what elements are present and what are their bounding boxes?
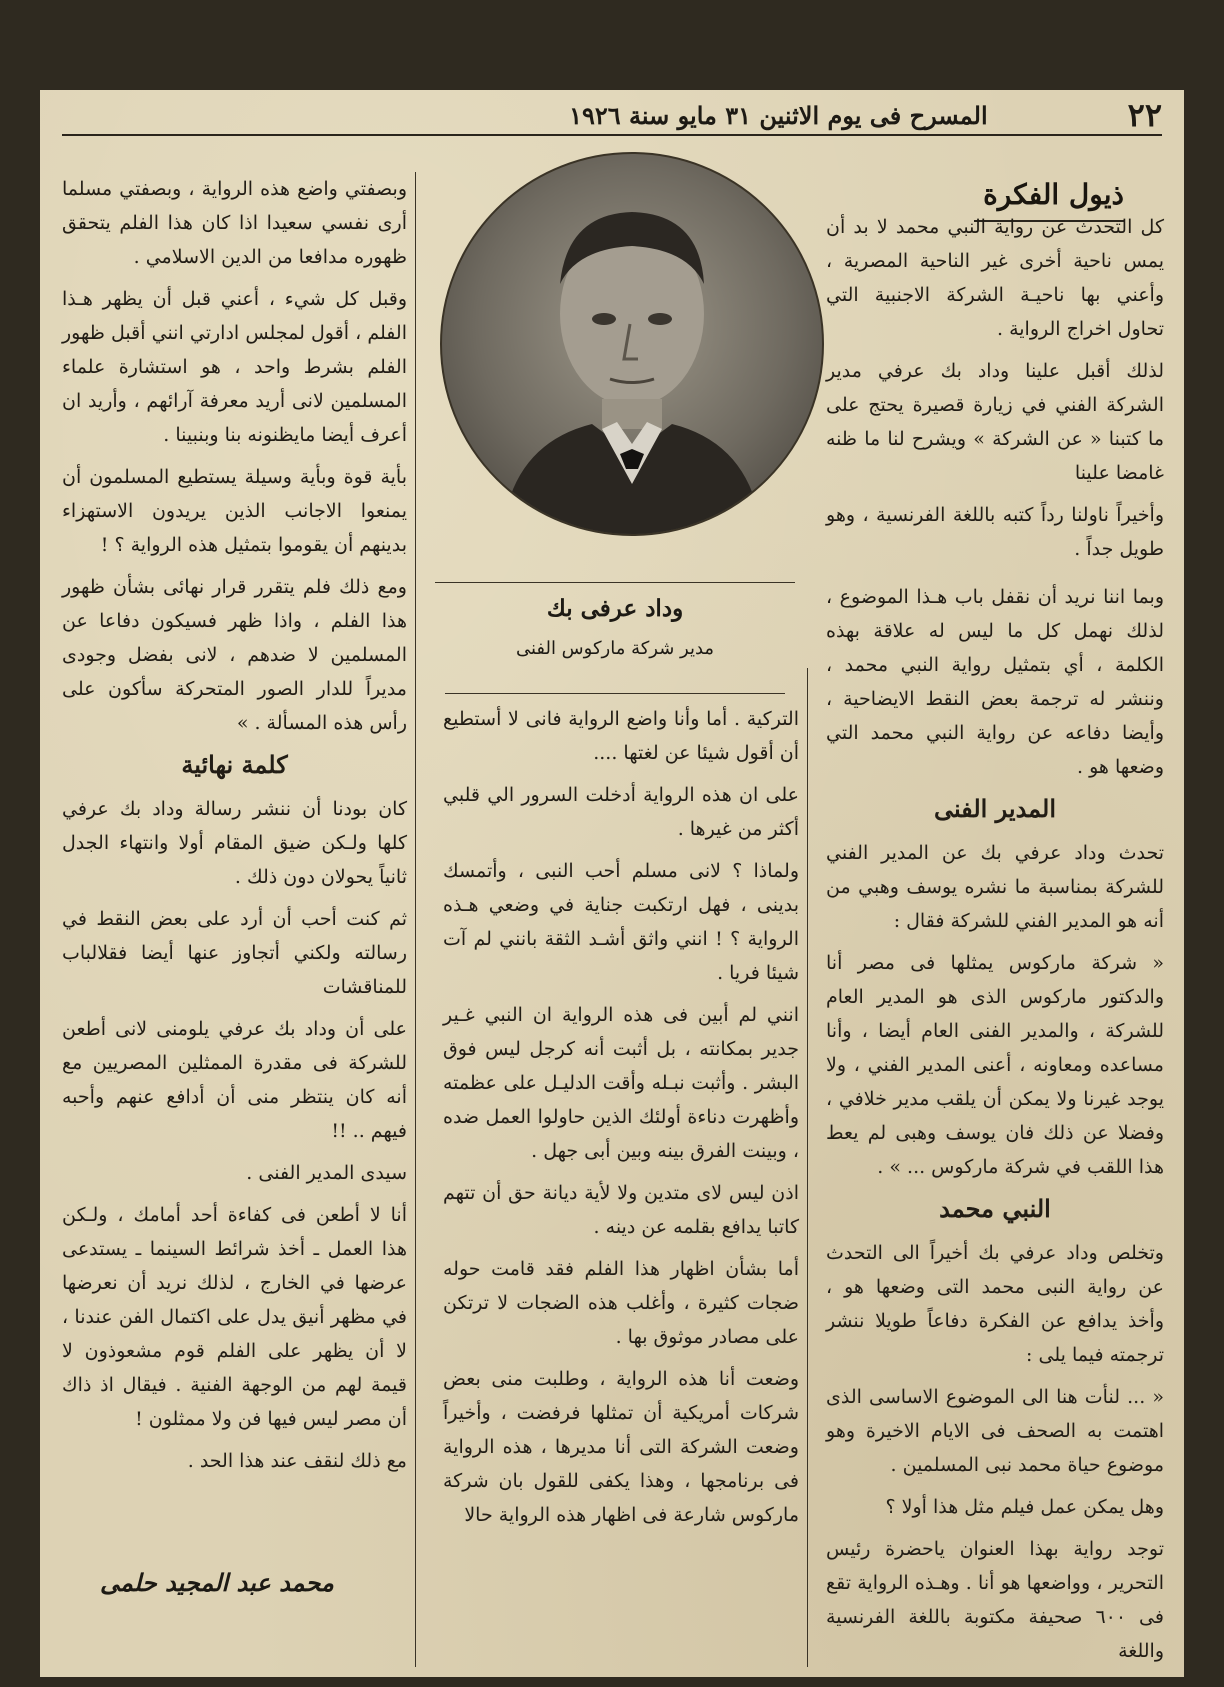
paragraph: على ان هذه الرواية أدخلت السرور الي قلبي أكثر من غيرها .	[443, 784, 799, 840]
paragraph: لذلك أقبل علينا وداد بك عرفي مدير الشركة الفني في زيارة قصيرة يحتج على ما كتبنا « عن الشركة » ويشرح لنا ما ظنه غامضا علينا	[826, 360, 1164, 484]
section-heading-right: ذيول الفكرة	[983, 178, 1124, 211]
paragraph: بأية قوة وبأية وسيلة يستطيع المسلمون أن يمنعوا الاجانب الذين يريدون الاستهزاء بدينهم أن يقوموا بتمثيل هذه الرواية ؟ !	[62, 466, 407, 556]
paragraph: توجد رواية بهذا العنوان ياحضرة رئيس التحرير ، وواضعها هو أنا . وهـذه الرواية تقع فى ٦٠٠ صحيفة مكتوبة باللغة الفرنسية واللغة	[826, 1538, 1164, 1662]
divider	[435, 582, 795, 583]
portrait-photo	[440, 152, 824, 536]
paragraph: على أن وداد بك عرفي يلومنى لانى أطعن للشركة فى مقدرة الممثلين المصريين مع أنه كان ينتظر منى أن أدافع عنهم وأحبه فيهم .. !!	[62, 1018, 407, 1142]
paragraph: اذن ليس لاى متدين ولا لأية ديانة حق أن تتهم كاتبا يدافع بقلمه عن دينه .	[443, 1182, 799, 1238]
paragraph: ثم كنت أحب أن أرد على بعض النقط في رسالته ولكني أتجاوز عنها أيضا فقلالباب للمناقشات	[62, 908, 407, 998]
left-column	[62, 172, 407, 1486]
header-title: المسرح فى يوم الاثنين ٣١ مايو سنة ١٩٢٦	[569, 100, 988, 130]
paragraph: انني لم أبين فى هذه الرواية ان النبي غـير جدير بمكانته ، بل أثبت أنه كرجل ليس فوق البشر . وأثبت نبـله وأقت الدليـل على عظمته وأظهرت دناءة أولئك الذين حاولوا العمل ضده ، وبينت الفرق بينه وبين أبى جهل .	[443, 1004, 799, 1162]
middle-column	[443, 702, 799, 1540]
paragraph: التركية . أما وأنا واضع الرواية فانى لا أستطيع أن أقول شيئا عن لغتها ....	[443, 708, 799, 764]
paragraph: تحدث وداد عرفي بك عن المدير الفني للشركة بمناسبة ما نشره يوسف وهبي من أنه هو المدير الفني للشركة فقال :	[826, 842, 1164, 932]
caption-role: مدير شركة ماركوس الفنى	[515, 638, 715, 659]
paragraph: وبصفتي واضع هذه الرواية ، وبصفتي مسلما أرى نفسي سعيدا اذا كان هذا الفلم يتحقق ظهوره مدافعا من الدين الاسلامي .	[62, 178, 407, 268]
paragraph: أما بشأن اظهار هذا الفلم فقد قامت حوله ضجات كثيرة ، وأغلب هذه الضجات لا ترتكن على مصادر موثوق بها .	[443, 1258, 799, 1348]
paragraph: كان بودنا أن ننشر رسالة وداد بك عرفي كلها ولـكن ضيق المقام أولا وانتهاء الجدل ثانياً يحولان دون ذلك .	[62, 798, 407, 888]
paragraph: أنا لا أطعن فى كفاءة أحد أمامك ، ولـكن هذا العمل ـ أخذ شرائط السينما ـ يستدعى عرضها في الخارج ، لذلك نريد أن نعرضها في مظهر أنيق يدل على اكتمال الفن عندنا ، لا أن يظهر على الفلم قوم مشعوذون لا قيمة لهم من الوجهة الفنية . فيقال اذ ذاك أن مصر ليس فيها فن ولا ممثلون !	[62, 1204, 407, 1430]
paragraph: « ... لنأت هنا الى الموضوع الاساسى الذى اهتمت به الصحف فى الايام الاخيرة وهو موضوع حياة محمد نبى المسلمين .	[826, 1386, 1164, 1476]
paragraph: ولماذا ؟ لانى مسلم أحب النبى ، وأتمسك بدينى ، فهل ارتكبت جناية في وضعي هـذه الرواية ؟ ! انني واثق أشـد الثقة بانني لم آت شيئا فريا .	[443, 860, 799, 984]
sub-heading-technical-director: المدير الفنى	[933, 794, 1057, 823]
photo-caption	[435, 595, 795, 659]
author-signature: محمد عبد المجيد حلمى	[100, 1568, 334, 1597]
column-divider	[807, 668, 808, 1667]
paragraph: وضعت أنا هذه الرواية ، وطلبت منى بعض شركات أمريكية أن تمثلها فرفضت ، وأخيراً وضعت الشركة التى أنا مديرها ، هذه الرواية فى برنامجها ، وهذا يكفى للقول بان شركة ماركوس شارعة فى اظهار هذه الرواية حالا	[443, 1368, 799, 1526]
paragraph: مع ذلك لنقف عند هذا الحد .	[187, 1450, 407, 1472]
right-column-top	[826, 210, 1164, 574]
paragraph: وهل يمكن عمل فيلم مثل هذا أولا ؟	[885, 1496, 1164, 1518]
page-number: ٢٢	[1127, 96, 1162, 134]
page-header	[62, 96, 1162, 136]
paragraph: كل التحدث عن رواية النبي محمد لا بد أن يمس ناحية أخرى غير الناحية المصرية ، وأعني بها ناحيـة الشركة الاجنبية التي تحاول اخراج الرواية .	[826, 216, 1164, 340]
section-heading-final-word: كلمة نهائية	[181, 750, 288, 779]
paragraph: وبما اننا نريد أن نقفل باب هـذا الموضوع ، لذلك نهمل كل ما ليس له علاقة بهذه الكلمة ، أي بتمثيل رواية النبي محمد ، وننشر له ترجمة بعض النقط الايضاحية ، وأيضا دفاعه عن رواية النبي محمد التي وضعها هو .	[826, 586, 1164, 778]
divider	[445, 693, 785, 694]
paragraph: « شركة ماركوس يمثلها فى مصر أنا والدكتور ماركوس الذى هو المدير العام للشركة ، والمدير الفنى العام أيضا ، وأنا مساعده ومعاونه ، أعنى المدير الفني ، ولا يوجد غيرنا ولا يمكن أن يلقب مدير خلافي ، وفضلا عن ذلك فان يوسف وهبى لم يعط هذا اللقب في شركة ماركوس ... » .	[826, 952, 1164, 1178]
paragraph: سيدى المدير الفنى .	[246, 1162, 407, 1184]
sub-heading-prophet: النبي محمد	[939, 1194, 1051, 1223]
paragraph: وأخيراً ناولنا رداً كتبه باللغة الفرنسية ، وهو طويل جداً .	[826, 504, 1164, 560]
caption-name: وداد عرفى بك	[546, 595, 684, 622]
paragraph: وتخلص وداد عرفي بك أخيراً الى التحدث عن رواية النبى محمد التى وضعها هو ، وأخذ يدافع عن الفكرة دفاعاً طويلا ننشر ترجمته فيما يلى :	[826, 1242, 1164, 1366]
right-column-lower	[826, 580, 1164, 1676]
paragraph: ومع ذلك فلم يتقرر قرار نهائى بشأن ظهور هذا الفلم ، واذا ظهر فسيكون دفاعا عن المسلمين لا ضدهم ، لانى بفضل وجودى مديراً للدار الصور المتحركة سأكون على رأس هذه المسألة . »	[62, 576, 407, 734]
magazine-page	[40, 90, 1184, 1677]
paragraph: وقبل كل شيء ، أعني قبل أن يظهر هـذا الفلم ، أقول لمجلس ادارتي انني أقبل ظهور الفلم بشرط واحد ، هو استشارة علماء المسلمين لانى أريد معرفة آرائهم ، وأريد ان أعرف أيضا مايظنونه بنا وبنبينا .	[62, 288, 407, 446]
portrait-illustration	[442, 154, 822, 534]
column-divider	[415, 172, 416, 1667]
